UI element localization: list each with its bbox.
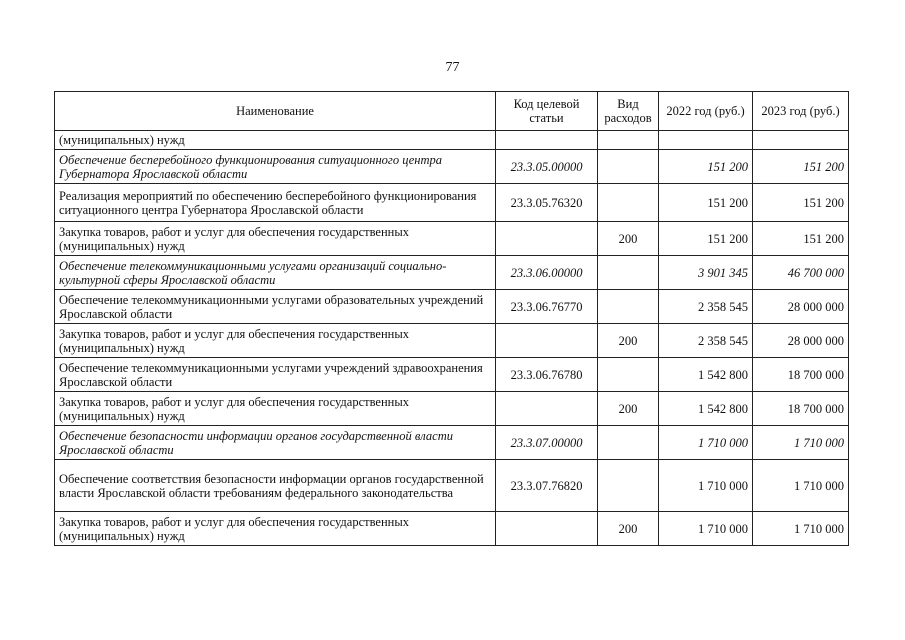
row-2022: 151 200 — [659, 222, 753, 256]
row-code — [496, 512, 598, 546]
table-row — [55, 290, 849, 324]
row-2023: 18 700 000 — [753, 392, 849, 426]
budget-table — [54, 91, 849, 546]
row-code — [496, 131, 598, 150]
header-2022: 2022 год (руб.) — [659, 92, 753, 131]
table-row — [55, 460, 849, 512]
table-row — [55, 358, 849, 392]
table-body — [55, 131, 849, 546]
row-type — [598, 358, 659, 392]
page-number: 77 — [445, 60, 460, 75]
row-2022 — [659, 131, 753, 150]
header-code: Код целевой статьи — [496, 92, 598, 131]
row-name: Обеспечение бесперебойного функционирования ситуационного центра Губернатора Ярославской области — [55, 150, 496, 184]
row-2023: 18 700 000 — [753, 358, 849, 392]
table-row — [55, 324, 849, 358]
row-code: 23.3.06.76780 — [496, 358, 598, 392]
row-2022: 1 710 000 — [659, 512, 753, 546]
row-type — [598, 184, 659, 222]
table-row — [55, 150, 849, 184]
row-2023: 28 000 000 — [753, 290, 849, 324]
table-row — [55, 184, 849, 222]
row-type — [598, 256, 659, 290]
row-2023: 1 710 000 — [753, 426, 849, 460]
row-name: Закупка товаров, работ и услуг для обеспечения государственных (муниципальных) нужд — [55, 324, 496, 358]
row-type — [598, 131, 659, 150]
row-2022: 151 200 — [659, 150, 753, 184]
row-type — [598, 460, 659, 512]
row-code: 23.3.06.00000 — [496, 256, 598, 290]
row-name: Обеспечение телекоммуникационными услугами организаций социально-культурной сферы Ярославской области — [55, 256, 496, 290]
table-row — [55, 392, 849, 426]
table-row — [55, 426, 849, 460]
row-2023: 46 700 000 — [753, 256, 849, 290]
row-2023 — [753, 131, 849, 150]
row-2022: 1 710 000 — [659, 460, 753, 512]
row-code — [496, 392, 598, 426]
row-name: Обеспечение телекоммуникационными услугами образовательных учреждений Ярославской области — [55, 290, 496, 324]
row-name: (муниципальных) нужд — [55, 131, 496, 150]
header-2023: 2023 год (руб.) — [753, 92, 849, 131]
row-code: 23.3.06.76770 — [496, 290, 598, 324]
row-code — [496, 324, 598, 358]
table-row — [55, 222, 849, 256]
row-2022: 1 542 800 — [659, 392, 753, 426]
row-name: Обеспечение соответствия безопасности информации органов государственной власти Ярославской области требованиям федерального законодательства — [55, 460, 496, 512]
row-2022: 1 542 800 — [659, 358, 753, 392]
row-type — [598, 290, 659, 324]
row-type: 200 — [598, 392, 659, 426]
row-code: 23.3.07.00000 — [496, 426, 598, 460]
row-2022: 2 358 545 — [659, 324, 753, 358]
row-2023: 151 200 — [753, 150, 849, 184]
row-type: 200 — [598, 324, 659, 358]
row-type: 200 — [598, 222, 659, 256]
row-2023: 1 710 000 — [753, 512, 849, 546]
row-name: Закупка товаров, работ и услуг для обеспечения государственных (муниципальных) нужд — [55, 222, 496, 256]
row-name: Обеспечение телекоммуникационными услугами учреждений здравоохранения Ярославской области — [55, 358, 496, 392]
row-code: 23.3.07.76820 — [496, 460, 598, 512]
row-2023: 151 200 — [753, 184, 849, 222]
row-2022: 2 358 545 — [659, 290, 753, 324]
row-code: 23.3.05.76320 — [496, 184, 598, 222]
row-2022: 151 200 — [659, 184, 753, 222]
row-name: Обеспечение безопасности информации органов государственной власти Ярославской области — [55, 426, 496, 460]
header-name: Наименование — [55, 92, 496, 131]
row-2023: 151 200 — [753, 222, 849, 256]
row-type: 200 — [598, 512, 659, 546]
row-name: Закупка товаров, работ и услуг для обеспечения государственных (муниципальных) нужд — [55, 392, 496, 426]
row-name: Закупка товаров, работ и услуг для обеспечения государственных (муниципальных) нужд — [55, 512, 496, 546]
row-type — [598, 426, 659, 460]
row-2023: 1 710 000 — [753, 460, 849, 512]
row-2022: 1 710 000 — [659, 426, 753, 460]
row-code: 23.3.05.00000 — [496, 150, 598, 184]
row-2023: 28 000 000 — [753, 324, 849, 358]
row-2022: 3 901 345 — [659, 256, 753, 290]
row-code — [496, 222, 598, 256]
table-row — [55, 131, 849, 150]
row-type — [598, 150, 659, 184]
table-row — [55, 256, 849, 290]
row-name: Реализация мероприятий по обеспечению бесперебойного функционирования ситуационного центра Губернатора Ярославской области — [55, 184, 496, 222]
header-type: Вид расходов — [598, 92, 659, 131]
table-row — [55, 512, 849, 546]
table-header-row — [55, 92, 849, 131]
